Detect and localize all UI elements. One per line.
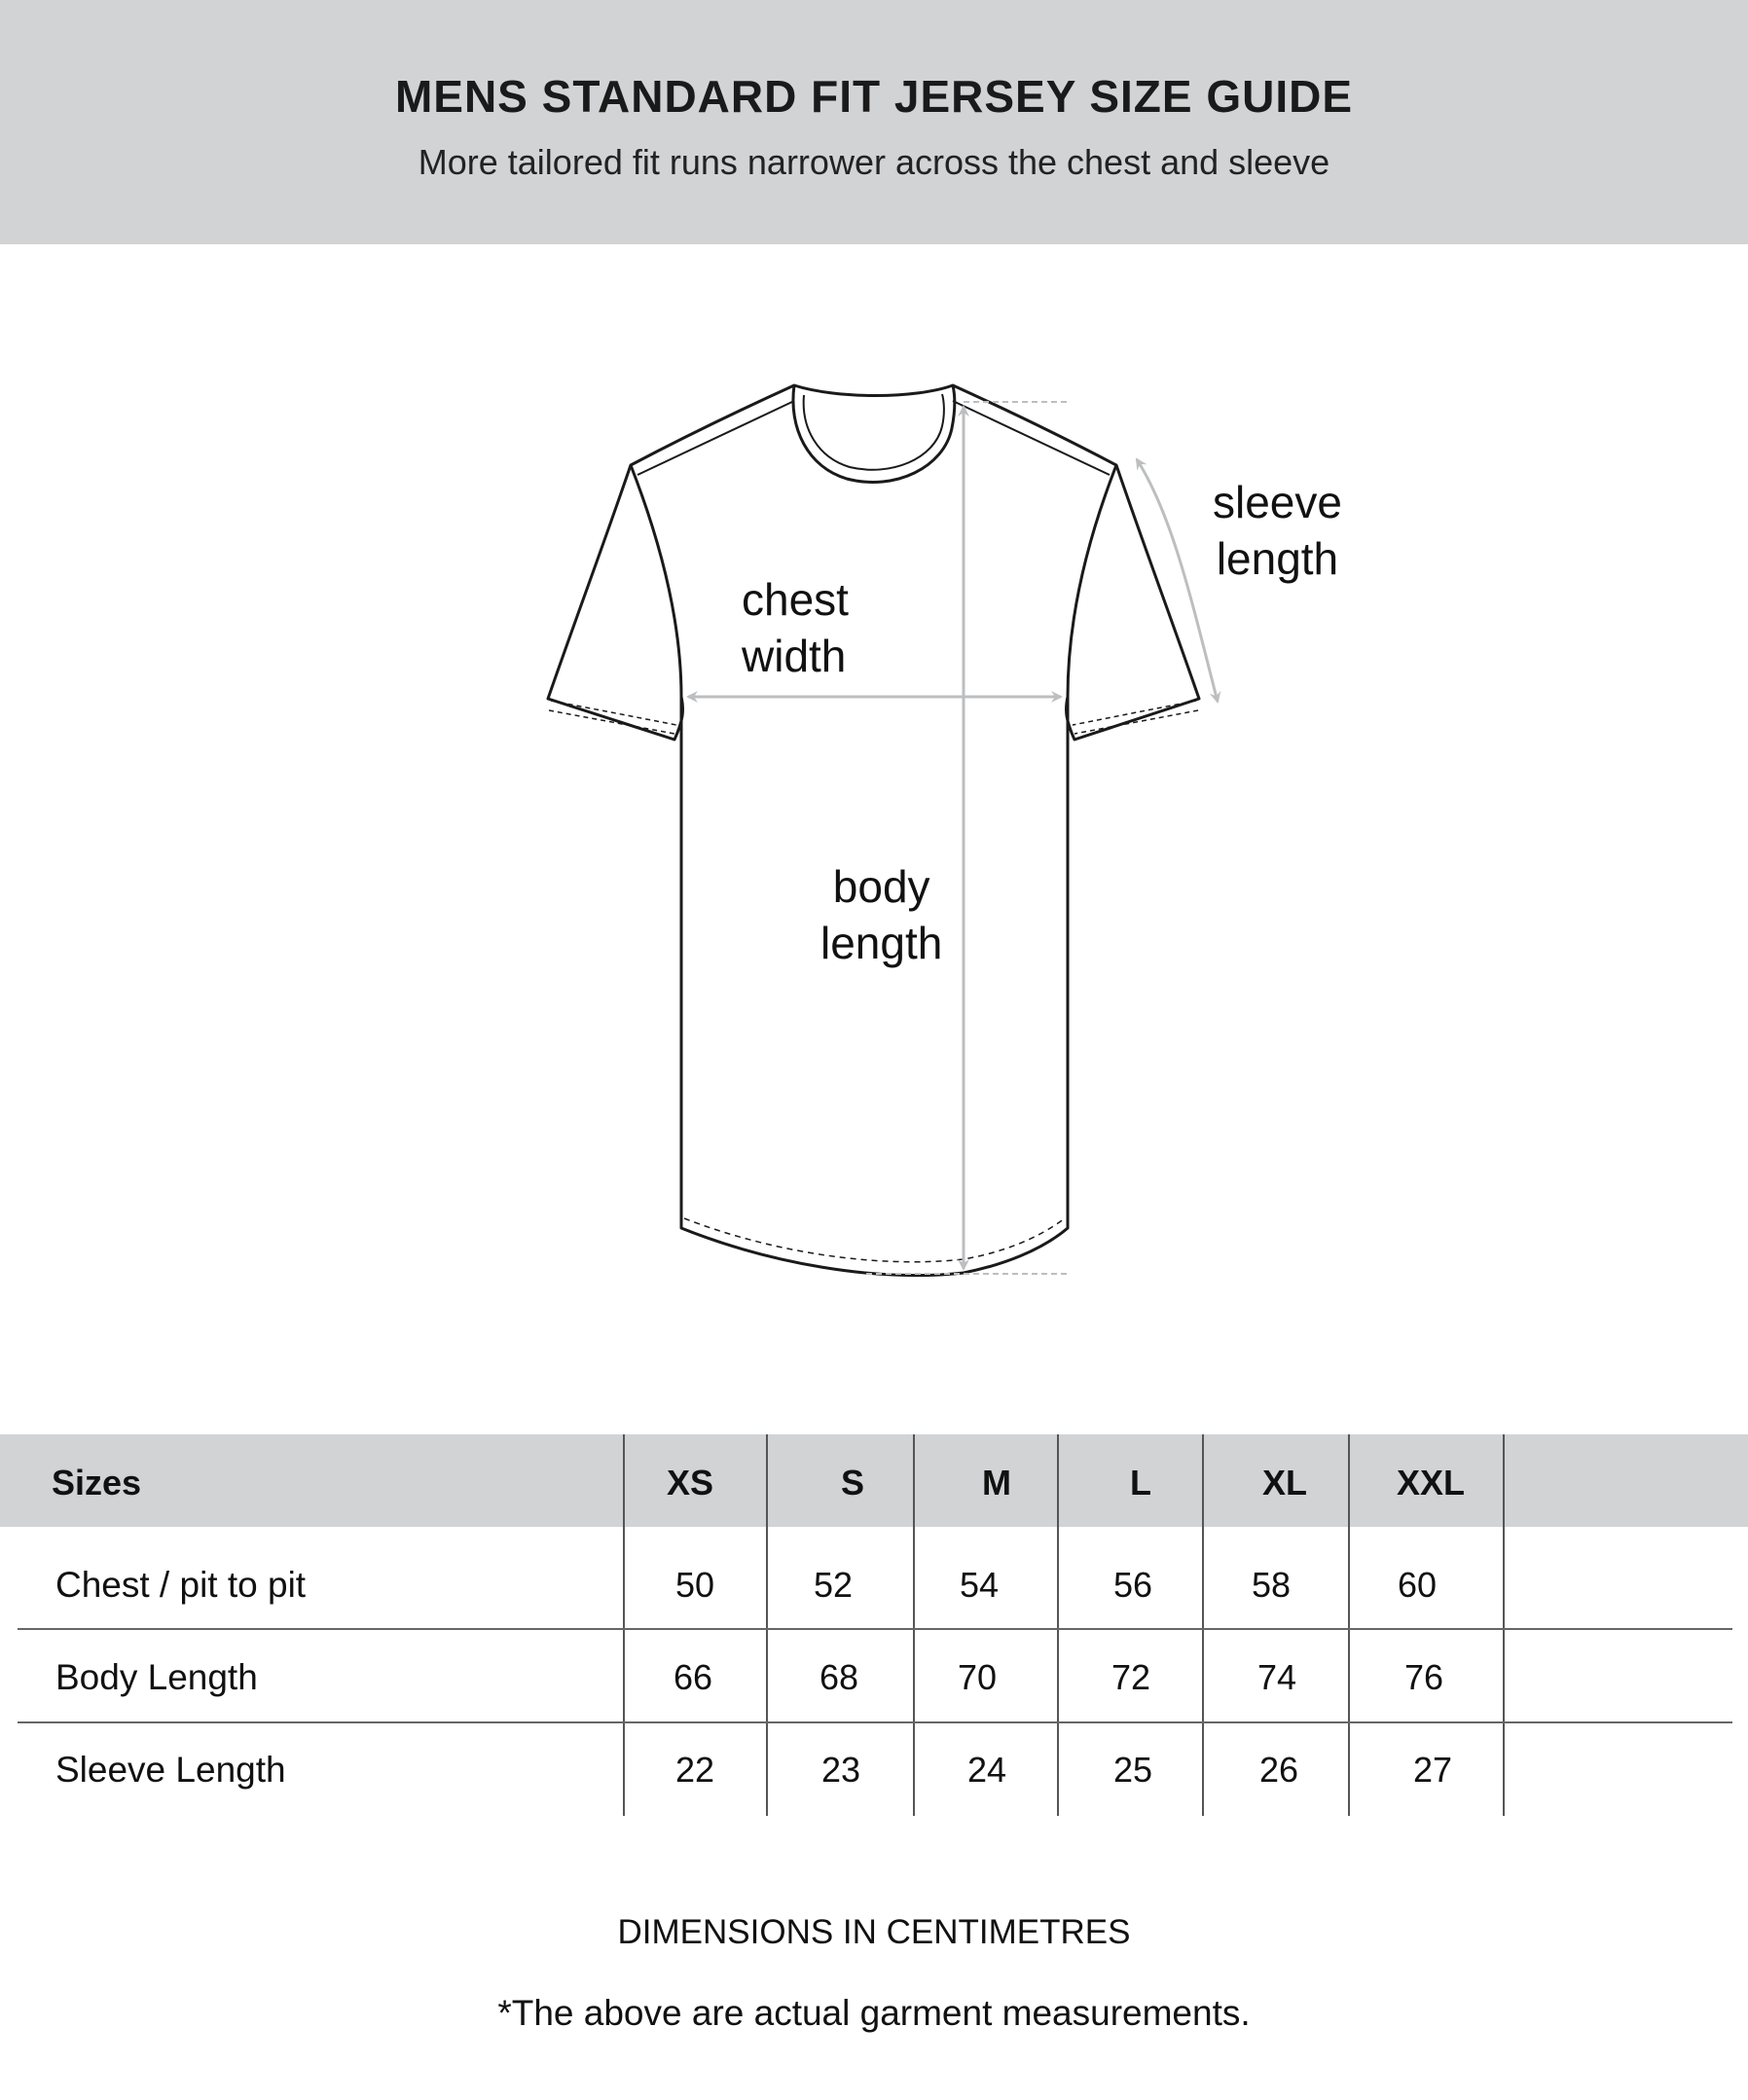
row-label-sleeve-length: Sleeve Length — [55, 1750, 286, 1790]
tshirt-diagram — [0, 244, 1748, 1431]
body-length-label: body length — [820, 861, 943, 968]
table-cell: 27 — [1412, 1750, 1453, 1790]
sleeve-length-label: sleeve length — [1213, 477, 1342, 584]
table-cell: 56 — [1112, 1565, 1153, 1605]
table-cell: 68 — [819, 1657, 859, 1697]
table-cell: 24 — [966, 1750, 1007, 1790]
column-divider — [766, 1434, 768, 1816]
table-cell: 58 — [1251, 1565, 1292, 1605]
column-divider — [1057, 1434, 1059, 1816]
header-band — [0, 0, 1748, 244]
table-cell: 22 — [674, 1750, 715, 1790]
row-divider — [18, 1628, 1732, 1630]
size-header-s: S — [840, 1463, 864, 1503]
table-cell: 70 — [957, 1657, 998, 1697]
row-label-body-length: Body Length — [55, 1657, 258, 1697]
table-cell: 54 — [959, 1565, 1000, 1605]
units-note: DIMENSIONS IN CENTIMETRES — [617, 1913, 1131, 1951]
table-cell: 23 — [820, 1750, 861, 1790]
tshirt-illustration — [0, 244, 1748, 1431]
column-divider — [913, 1434, 915, 1816]
column-divider — [1503, 1434, 1505, 1816]
row-divider — [18, 1721, 1732, 1723]
size-header-xxl: XXL — [1396, 1463, 1465, 1503]
page-subtitle: More tailored fit runs narrower across the chest and sleeve — [418, 142, 1330, 182]
table-cell: 60 — [1397, 1565, 1438, 1605]
tshirt-outline — [548, 385, 1199, 1276]
measurement-note: *The above are actual garment measurements. — [497, 1993, 1251, 2033]
size-header-xs: XS — [666, 1463, 714, 1503]
column-divider — [623, 1434, 625, 1816]
table-cell: 74 — [1256, 1657, 1297, 1697]
table-cell: 66 — [673, 1657, 713, 1697]
table-cell: 25 — [1112, 1750, 1153, 1790]
size-header-xl: XL — [1261, 1463, 1307, 1503]
column-divider — [1202, 1434, 1204, 1816]
table-cell: 26 — [1258, 1750, 1299, 1790]
column-divider — [1348, 1434, 1350, 1816]
page-title: MENS STANDARD FIT JERSEY SIZE GUIDE — [394, 71, 1354, 122]
sizes-header: Sizes — [52, 1463, 142, 1503]
table-cell: 50 — [674, 1565, 715, 1605]
chest-width-label: chest width — [742, 574, 849, 681]
size-header-l: L — [1130, 1463, 1151, 1503]
size-header-m: M — [982, 1463, 1011, 1503]
table-cell: 76 — [1403, 1657, 1444, 1697]
table-cell: 52 — [813, 1565, 854, 1605]
row-label-chest: Chest / pit to pit — [55, 1565, 307, 1605]
table-cell: 72 — [1111, 1657, 1151, 1697]
